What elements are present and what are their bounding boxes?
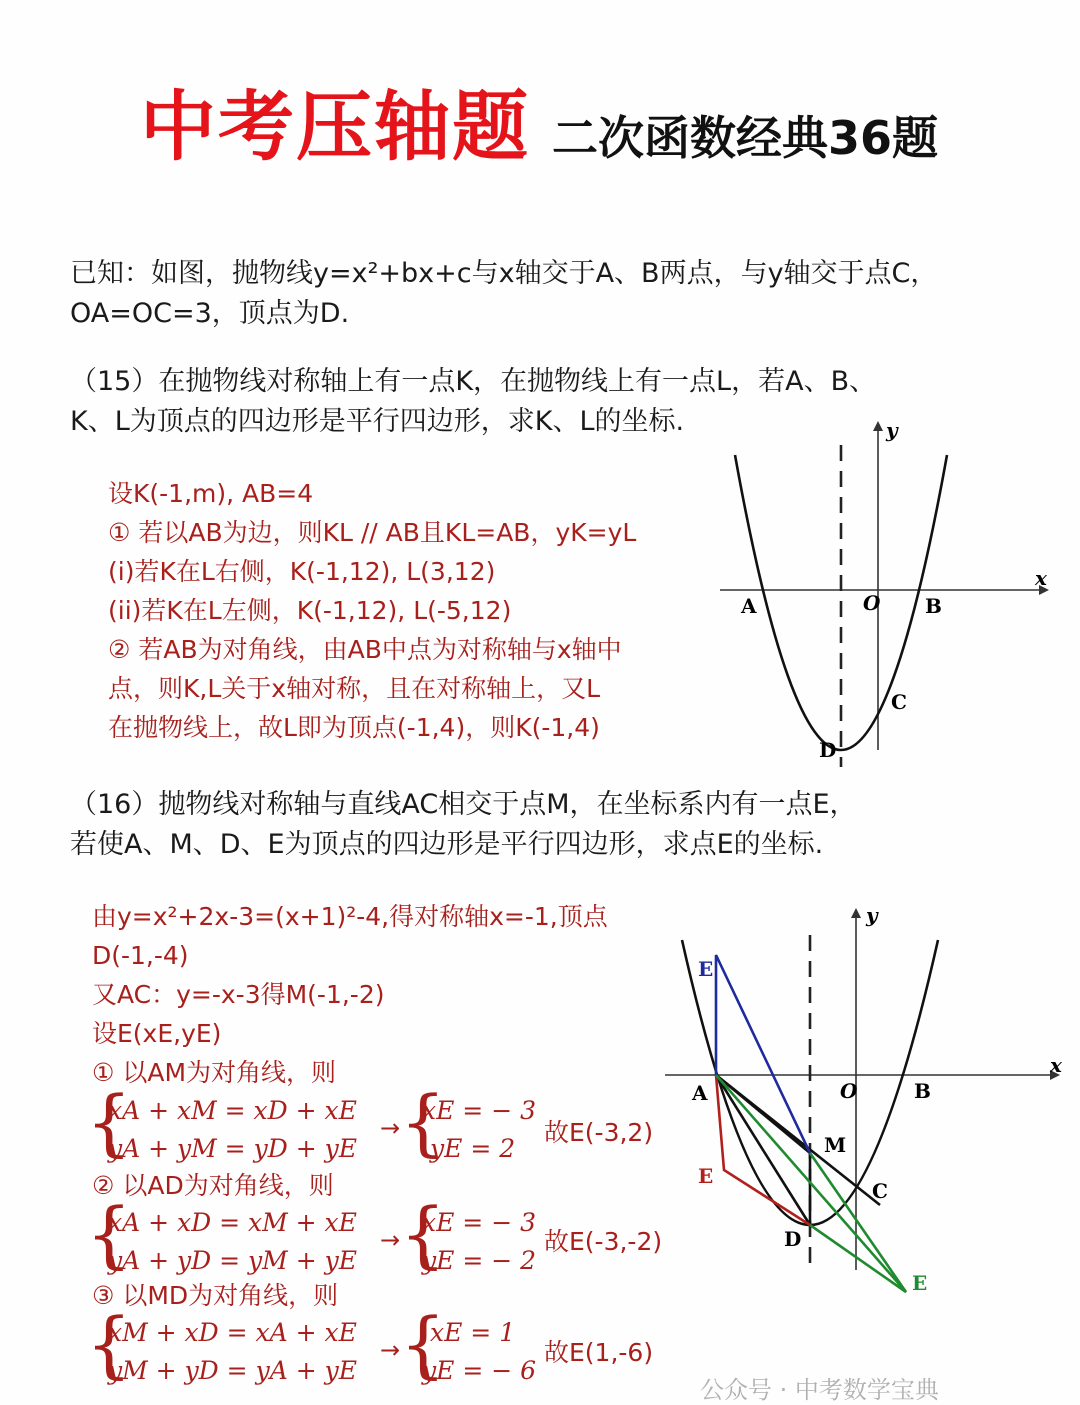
q16-sol-line: 由y=x²+2x-3=(x+1)²-4,得对称轴x=-1,顶点: [92, 902, 608, 931]
x-axis-label: x: [1050, 1053, 1062, 1077]
given-line-1: 已知：如图，抛物线y=x²+bx+c与x轴交于A、B两点，与y轴交于点C，: [70, 258, 938, 289]
case3-result: 故E(1,-6): [544, 1338, 654, 1367]
arrow-icon: →: [380, 1226, 401, 1254]
q15-sol-line: 在抛物线上，故L即为顶点(-1,4)，则K(-1,4): [108, 713, 600, 742]
point-b-label: B: [914, 1079, 931, 1103]
case3-r2: yE = − 6: [422, 1356, 537, 1385]
q15-sol-line: 设K(-1,m), AB=4: [108, 479, 314, 508]
segment-ad: [716, 1075, 810, 1225]
left-brace: {: [86, 1302, 132, 1386]
origin-label: O: [863, 591, 881, 615]
point-e-red-label: E: [698, 1164, 714, 1188]
point-c-label: C: [891, 690, 907, 714]
y-axis-label: y: [886, 418, 898, 442]
case1-r1: xE = − 3: [422, 1096, 536, 1125]
point-c-label: C: [872, 1179, 888, 1203]
blue-parallelogram: [716, 955, 810, 1153]
arrow-icon: →: [380, 1336, 401, 1364]
case2-r1: xE = − 3: [422, 1208, 536, 1237]
q15-text-1: （15）在抛物线对称轴上有一点K，在抛物线上有一点L，若A、B、: [70, 366, 877, 397]
left-brace: {: [400, 1302, 446, 1386]
left-brace: {: [86, 1080, 132, 1164]
q15-sol-line: ① 若以AB为边，则KL // AB且KL=AB，yK=yL: [108, 518, 637, 547]
origin-label: O: [840, 1079, 858, 1103]
case2-r2: yE = − 2: [422, 1246, 537, 1275]
point-m-label: M: [824, 1133, 847, 1157]
point-a-label: A: [692, 1081, 708, 1105]
page-title: 中考压轴题: [140, 82, 530, 171]
case1-eq1: xA + xM = xD + xE: [108, 1096, 357, 1125]
q16-text-1: （16）抛物线对称轴与直线AC相交于点M，在坐标系内有一点E，: [70, 789, 857, 820]
q15-text-2: K、L为顶点的四边形是平行四边形，求K、L的坐标.: [70, 406, 685, 437]
watermark: 公众号 · 中考数学宝典: [700, 1376, 939, 1404]
y-axis-arrow: [873, 421, 883, 431]
q16-case2-label: ② 以AD为对角线，则: [92, 1171, 334, 1200]
arrow-icon: →: [380, 1114, 401, 1142]
point-b-label: B: [925, 594, 942, 618]
q16-case3-label: ③ 以MD为对角线，则: [92, 1281, 339, 1310]
case1-result: 故E(-3,2): [544, 1118, 654, 1147]
case1-r2: yE = 2: [430, 1134, 516, 1163]
case3-r1: xE = 1: [430, 1318, 516, 1347]
q15-sol-line: ② 若AB为对角线，由AB中点为对称轴与x轴中: [108, 635, 622, 664]
q16-sol-line: 设E(xE,yE): [92, 1019, 222, 1048]
left-brace: {: [400, 1192, 446, 1276]
case2-eq2: yA + yD = yM + yE: [108, 1246, 357, 1275]
point-a-label: A: [741, 594, 757, 618]
q16-sol-line: 又AC：y=-x-3得M(-1,-2): [92, 980, 385, 1009]
q16-sol-line: D(-1,-4): [92, 941, 189, 970]
left-brace: {: [400, 1080, 446, 1164]
case1-eq2: yA + yM = yD + yE: [108, 1134, 357, 1163]
q15-sol-line: (i)若K在L右侧，K(-1,12), L(3,12): [108, 557, 496, 586]
q15-sol-line: (ii)若K在L左侧，K(-1,12), L(-5,12): [108, 596, 512, 625]
case3-eq2: yM + yD = yA + yE: [108, 1356, 357, 1385]
point-e-green-label: E: [912, 1271, 928, 1295]
q16-parallelogram-graph: [660, 900, 1070, 1310]
case3-eq1: xM + xD = xA + xE: [108, 1318, 357, 1347]
y-axis-label: y: [866, 903, 878, 927]
q16-text-2: 若使A、M、D、E为顶点的四边形是平行四边形，求点E的坐标.: [70, 829, 824, 860]
q15-sol-line: 点，则K,L关于x轴对称，且在对称轴上，又L: [108, 674, 600, 703]
point-d-label: D: [819, 738, 837, 762]
x-axis-label: x: [1035, 566, 1047, 590]
left-brace: {: [86, 1192, 132, 1276]
case2-result: 故E(-3,-2): [544, 1227, 663, 1256]
point-d-label: D: [784, 1227, 802, 1251]
q16-sol-line: ① 以AM为对角线，则: [92, 1058, 337, 1087]
case2-eq1: xA + xD = xM + xE: [108, 1208, 357, 1237]
q15-parabola-graph: [715, 415, 1055, 775]
y-axis-arrow: [851, 908, 861, 918]
point-e-blue-label: E: [698, 957, 714, 981]
page-subtitle: 二次函数经典36题: [552, 111, 939, 165]
given-line-2: OA=OC=3，顶点为D.: [70, 298, 350, 329]
